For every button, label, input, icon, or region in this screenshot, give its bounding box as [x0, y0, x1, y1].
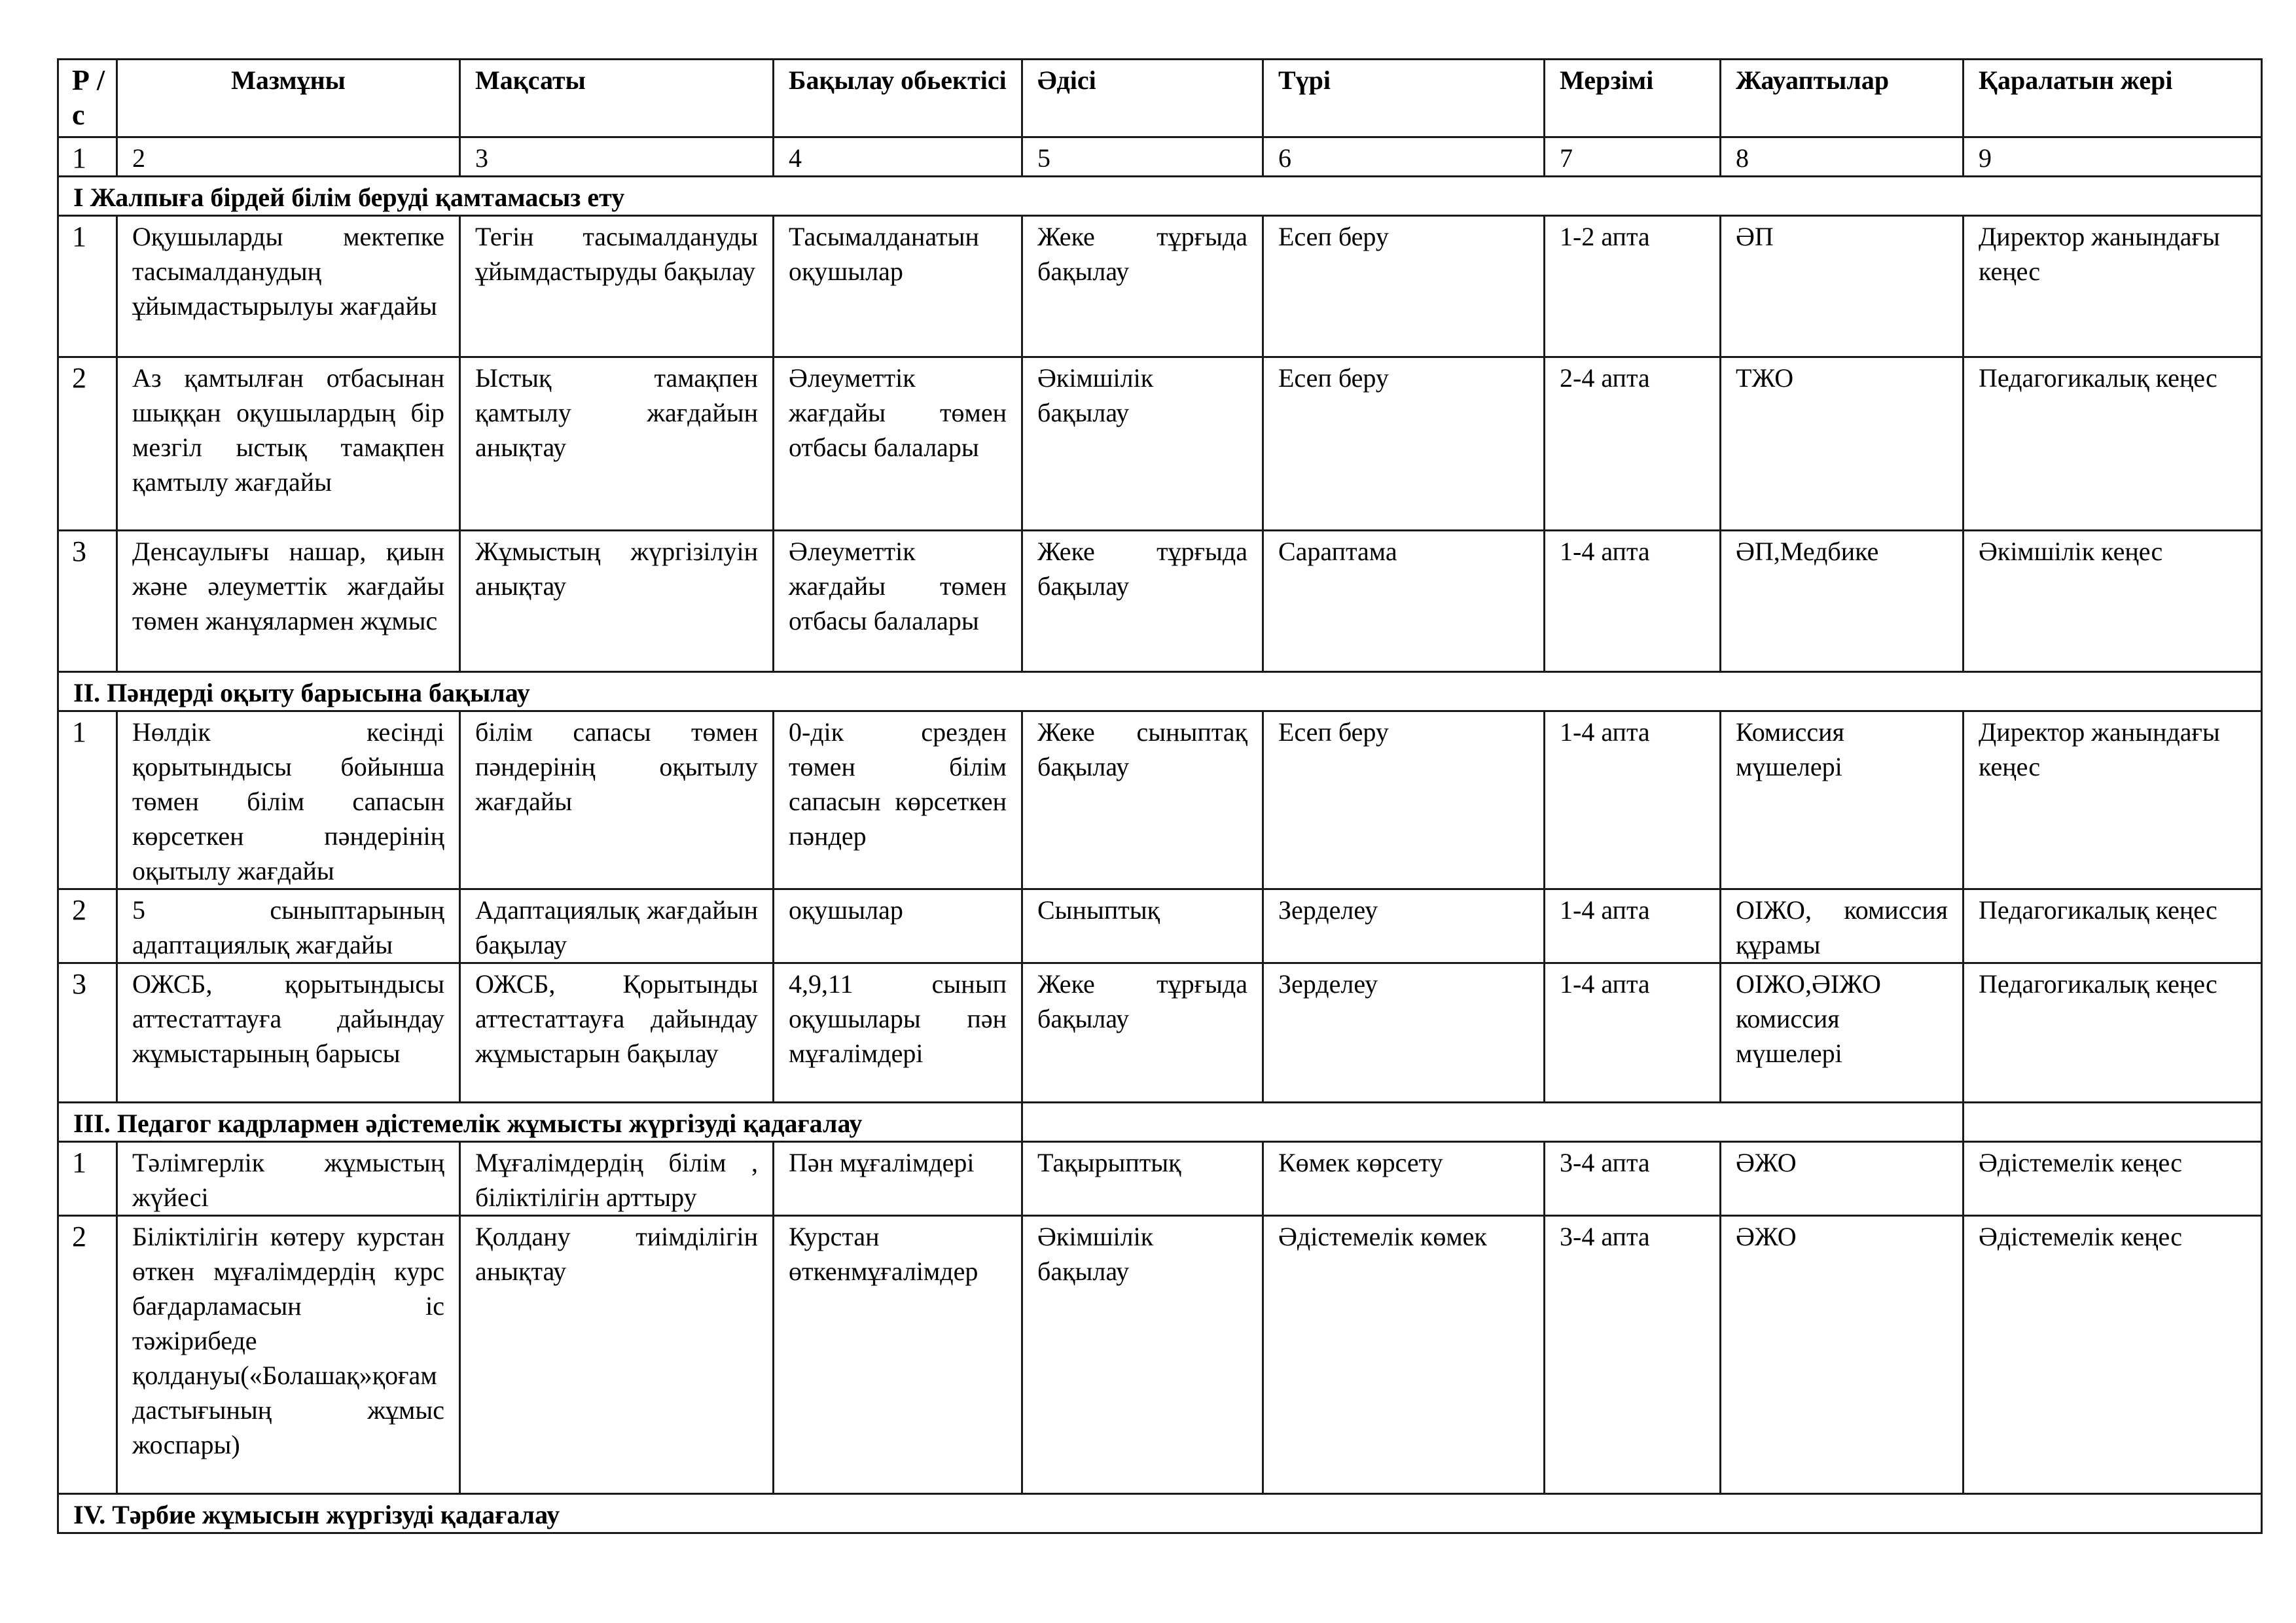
column-index: 9 — [1964, 137, 2262, 177]
cell-type: Есеп беру — [1263, 357, 1545, 531]
cell-venue: Әдістемелік кеңес — [1964, 1216, 2262, 1494]
cell-object: 0-дік срезден төмен білім сапасын көрсеткен пәндер — [774, 711, 1022, 889]
section-title: IV. Тәрбие жұмысын жүргізуді қадағалау — [58, 1494, 2262, 1533]
control-plan-table — [57, 58, 2263, 1534]
row-number: 3 — [58, 531, 117, 672]
table-row — [58, 889, 2262, 963]
cell-term: 1-4 апта — [1545, 963, 1721, 1103]
cell-term: 1-4 апта — [1545, 531, 1721, 672]
cell-term: 1-2 апта — [1545, 216, 1721, 357]
column-index: 2 — [117, 137, 460, 177]
cell-object: Тасымалданатын оқушылар — [774, 216, 1022, 357]
cell-venue: Директор жанындағы кеңес — [1964, 711, 2262, 889]
section-header-row — [58, 672, 2262, 711]
header-term: Мерзімі — [1545, 60, 1721, 137]
cell-method: Тақырыптық — [1022, 1142, 1263, 1216]
section-header-row — [58, 177, 2262, 216]
cell-type: Есеп беру — [1263, 711, 1545, 889]
cell-responsible: ОІЖО, комиссия құрамы — [1721, 889, 1964, 963]
row-number: 2 — [58, 1216, 117, 1494]
cell-method: Жеке тұрғыда бақылау — [1022, 531, 1263, 672]
cell-object: Әлеуметтік жағдайы төмен отбасы балалары — [774, 531, 1022, 672]
cell-method: Жеке тұрғыда бақылау — [1022, 963, 1263, 1103]
cell-venue: Педагогикалық кеңес — [1964, 357, 2262, 531]
cell-method: Сыныптық — [1022, 889, 1263, 963]
header-type: Түрі — [1263, 60, 1545, 137]
cell-responsible: ТЖО — [1721, 357, 1964, 531]
table-row — [58, 357, 2262, 531]
header-venue: Қаралатын жері — [1964, 60, 2262, 137]
cell-venue: Директор жанындағы кеңес — [1964, 216, 2262, 357]
table-row — [58, 531, 2262, 672]
section-title: III. Педагог кадрлармен әдістемелік жұмысты жүргізуді қадағалау — [58, 1103, 1022, 1142]
cell-method: Жеке сыныптақ бақылау — [1022, 711, 1263, 889]
cell-content: Аз қамтылған отбасынан шыққан оқушылардың бір мезгіл ыстық тамақпен қамтылу жағдайы — [117, 357, 460, 531]
row-number: 3 — [58, 963, 117, 1103]
row-number: 2 — [58, 889, 117, 963]
header-responsible: Жауаптылар — [1721, 60, 1964, 137]
cell-term: 1-4 апта — [1545, 711, 1721, 889]
column-index: 7 — [1545, 137, 1721, 177]
cell-goal: Адаптациялық жағдайын бақылау — [460, 889, 774, 963]
cell-method: Әкімшілік бақылау — [1022, 1216, 1263, 1494]
cell-responsible: ӘЖО — [1721, 1142, 1964, 1216]
row-number: 1 — [58, 711, 117, 889]
cell-term: 1-4 апта — [1545, 889, 1721, 963]
cell-content: 5 сыныптарының адаптациялық жағдайы — [117, 889, 460, 963]
header-method: Әдісі — [1022, 60, 1263, 137]
cell-object: оқушылар — [774, 889, 1022, 963]
table-row — [58, 963, 2262, 1103]
cell-responsible: ОІЖО,ӘІЖО комиссия мүшелері — [1721, 963, 1964, 1103]
cell-type: Есеп беру — [1263, 216, 1545, 357]
cell-term: 3-4 апта — [1545, 1216, 1721, 1494]
cell-venue: Педагогикалық кеңес — [1964, 889, 2262, 963]
row-number: 1 — [58, 1142, 117, 1216]
cell-type: Зерделеу — [1263, 889, 1545, 963]
document-page — [57, 58, 2263, 1534]
cell-term: 2-4 апта — [1545, 357, 1721, 531]
column-index: 5 — [1022, 137, 1263, 177]
cell-method: Жеке тұрғыда бақылау — [1022, 216, 1263, 357]
cell-responsible: Комиссия мүшелері — [1721, 711, 1964, 889]
cell-type: Сараптама — [1263, 531, 1545, 672]
table-row — [58, 216, 2262, 357]
column-index: 4 — [774, 137, 1022, 177]
column-index: 1 — [58, 137, 117, 177]
cell-goal: ОЖСБ, Қорытынды аттестаттауға дайындау жұмыстарын бақылау — [460, 963, 774, 1103]
cell-object: Әлеуметтік жағдайы төмен отбасы балалары — [774, 357, 1022, 531]
cell-type: Зерделеу — [1263, 963, 1545, 1103]
cell-method: Әкімшілік бақылау — [1022, 357, 1263, 531]
cell-venue: Әкімшілік кеңес — [1964, 531, 2262, 672]
cell-venue: Әдістемелік кеңес — [1964, 1142, 2262, 1216]
section-header-row — [58, 1494, 2262, 1533]
table-row — [58, 1142, 2262, 1216]
table-row — [58, 1216, 2262, 1494]
cell-content: Оқушыларды мектепке тасымалданудың ұйымдастырылуы жағдайы — [117, 216, 460, 357]
cell-goal: білім сапасы төмен пәндерінің оқытылу жағдайы — [460, 711, 774, 889]
empty-cell — [1964, 1103, 2262, 1142]
cell-type: Көмек көрсету — [1263, 1142, 1545, 1216]
cell-object: 4,9,11 сынып оқушылары пән мұғалімдері — [774, 963, 1022, 1103]
cell-venue: Педагогикалық кеңес — [1964, 963, 2262, 1103]
cell-content: Тәлімгерлік жұмыстың жүйесі — [117, 1142, 460, 1216]
column-index: 3 — [460, 137, 774, 177]
cell-content: Денсаулығы нашар, қиын және әлеуметтік жағдайы төмен жанұялармен жұмыс — [117, 531, 460, 672]
cell-type: Әдістемелік көмек — [1263, 1216, 1545, 1494]
header-goal: Мақсаты — [460, 60, 774, 137]
cell-goal: Қолдану тиімділігін анықтау — [460, 1216, 774, 1494]
row-number: 2 — [58, 357, 117, 531]
cell-content: ОЖСБ, қорытындысы аттестаттауға дайындау жұмыстарының барысы — [117, 963, 460, 1103]
column-index: 6 — [1263, 137, 1545, 177]
cell-object: Пән мұғалімдері — [774, 1142, 1022, 1216]
row-number: 1 — [58, 216, 117, 357]
cell-content: Біліктілігін көтеру курстан өткен мұғалімдердің курс бағдарламасын іс тәжірибеде қолдануы(«Болашақ»қоғамдастығының жұмыс жоспары) — [117, 1216, 460, 1494]
header-object: Бақылау обьектісі — [774, 60, 1022, 137]
cell-goal: Мұғалімдердің білім , біліктілігін арттыру — [460, 1142, 774, 1216]
cell-responsible: ӘП — [1721, 216, 1964, 357]
cell-responsible: ӘЖО — [1721, 1216, 1964, 1494]
section-title: II. Пәндерді оқыту барысына бақылау — [58, 672, 2262, 711]
cell-object: Курстан өткенмұғалімдер — [774, 1216, 1022, 1494]
table-row — [58, 711, 2262, 889]
table-header-row — [58, 60, 2262, 137]
section-title: I Жалпыға бірдей білім беруді қамтамасыз ету — [58, 177, 2262, 216]
cell-goal: Жұмыстың жүргізілуін анықтау — [460, 531, 774, 672]
cell-goal: Тегін тасымалдануды ұйымдастыруды бақылау — [460, 216, 774, 357]
column-index: 8 — [1721, 137, 1964, 177]
header-no: Р /с — [58, 60, 117, 137]
empty-cell — [1022, 1103, 1964, 1142]
cell-term: 3-4 апта — [1545, 1142, 1721, 1216]
section-header-row — [58, 1103, 2262, 1142]
cell-content: Нөлдік кесінді қорытындысы бойынша төмен білім сапасын көрсеткен пәндерінің оқытылу жағдайы — [117, 711, 460, 889]
column-index-row — [58, 137, 2262, 177]
header-content: Мазмұны — [117, 60, 460, 137]
cell-goal: Ыстық тамақпен қамтылу жағдайын анықтау — [460, 357, 774, 531]
cell-responsible: ӘП,Медбике — [1721, 531, 1964, 672]
